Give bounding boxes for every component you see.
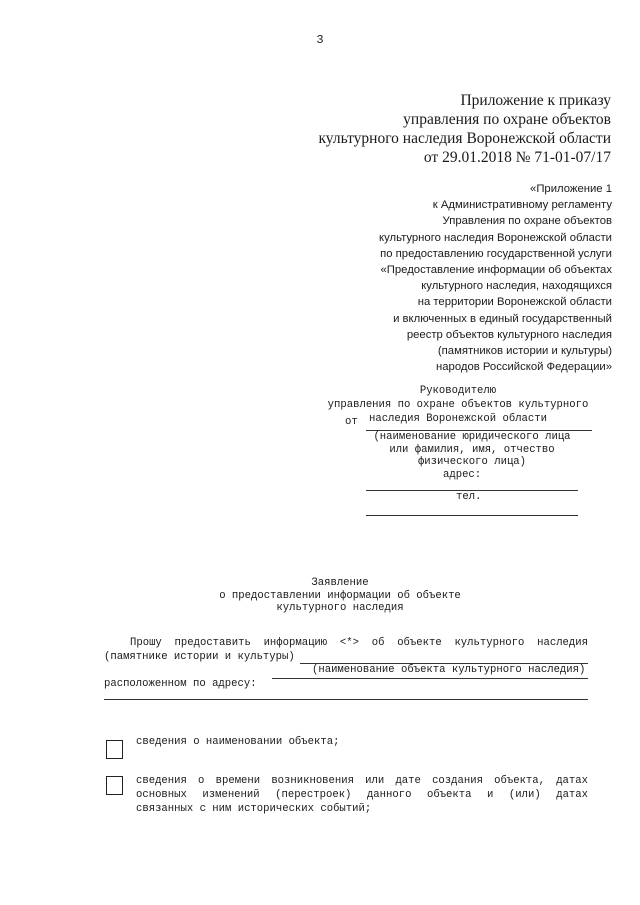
regulation-line: культурного наследия, находящихся [421, 280, 612, 293]
option-checkbox-dates[interactable] [106, 776, 123, 795]
regulation-line: к Административному регламенту [432, 199, 612, 212]
phone-label: тел. [456, 491, 482, 503]
addressee-title [320, 384, 596, 426]
statement-subtitle-line: о предоставлении информации об объекте [219, 589, 461, 602]
regulation-line: «Приложение 1 [530, 183, 612, 195]
regulation-line: Управления по охране объектов [442, 215, 612, 228]
location-line-1[interactable] [272, 678, 588, 679]
regulation-appendix-block [379, 181, 612, 375]
option-text-line: связанных с ним исторических событий; [136, 803, 372, 815]
regulation-line: народов Российской Федерации» [436, 361, 612, 374]
name-hint [356, 431, 588, 469]
location-line-2[interactable] [104, 699, 588, 700]
regulation-line: по предоставлению государственной услуги [380, 247, 612, 260]
phone-line[interactable] [366, 515, 578, 516]
from-label: от [345, 416, 358, 428]
regulation-line: и включенных в единый государственный [393, 312, 612, 325]
address-label: адрес: [443, 469, 482, 481]
regulation-line: «Предоставление информации об объектах [380, 264, 612, 277]
order-appendix-line: от 29.01.2018 № 71-01-07/17 [423, 149, 611, 166]
addressee-line: наследия Воронежской области [368, 413, 547, 425]
statement-heading [200, 577, 480, 615]
name-hint-line: или фамилия, имя, отчество [389, 443, 555, 456]
option-text-line: основных изменений (перестроек) данного объекта и (или) датах [136, 789, 588, 801]
option-text-line: сведения о времени возникновения или дате создания объекта, датах [136, 775, 588, 787]
option-label-dates [136, 774, 588, 816]
order-appendix-line: культурного наследия Воронежской области [318, 130, 611, 147]
order-appendix-line: Приложение к приказу [460, 92, 611, 109]
statement-subtitle-line: культурного наследия [276, 602, 404, 614]
addressee-line: Руководителю [419, 385, 497, 397]
order-appendix-line: управления по охране объектов [403, 111, 611, 128]
regulation-line: культурного наследия Воронежской области [379, 231, 612, 244]
request-line-1: Прошу предоставить информацию <*> об объекте культурного наследия [130, 637, 588, 649]
object-name-hint: (наименование объекта культурного наследия) [312, 664, 586, 676]
regulation-line: (памятников истории и культуры) [437, 345, 612, 358]
name-hint-line: (наименование юридического лица [373, 431, 571, 443]
order-appendix-block [318, 91, 611, 167]
option-checkbox-name[interactable] [106, 740, 123, 759]
name-hint-line: физического лица) [417, 456, 527, 468]
page-number: 3 [316, 33, 324, 47]
request-line-2: (памятнике истории и культуры) [104, 651, 295, 663]
regulation-line: на территории Воронежской области [417, 296, 612, 309]
location-label: расположенном по адресу: [104, 678, 257, 690]
statement-title: Заявление [311, 577, 369, 589]
addressee-line: управления по охране объектов культурного [327, 399, 589, 411]
regulation-line: реестр объектов культурного наследия [406, 328, 612, 341]
option-label-name: сведения о наименовании объекта; [136, 736, 340, 748]
